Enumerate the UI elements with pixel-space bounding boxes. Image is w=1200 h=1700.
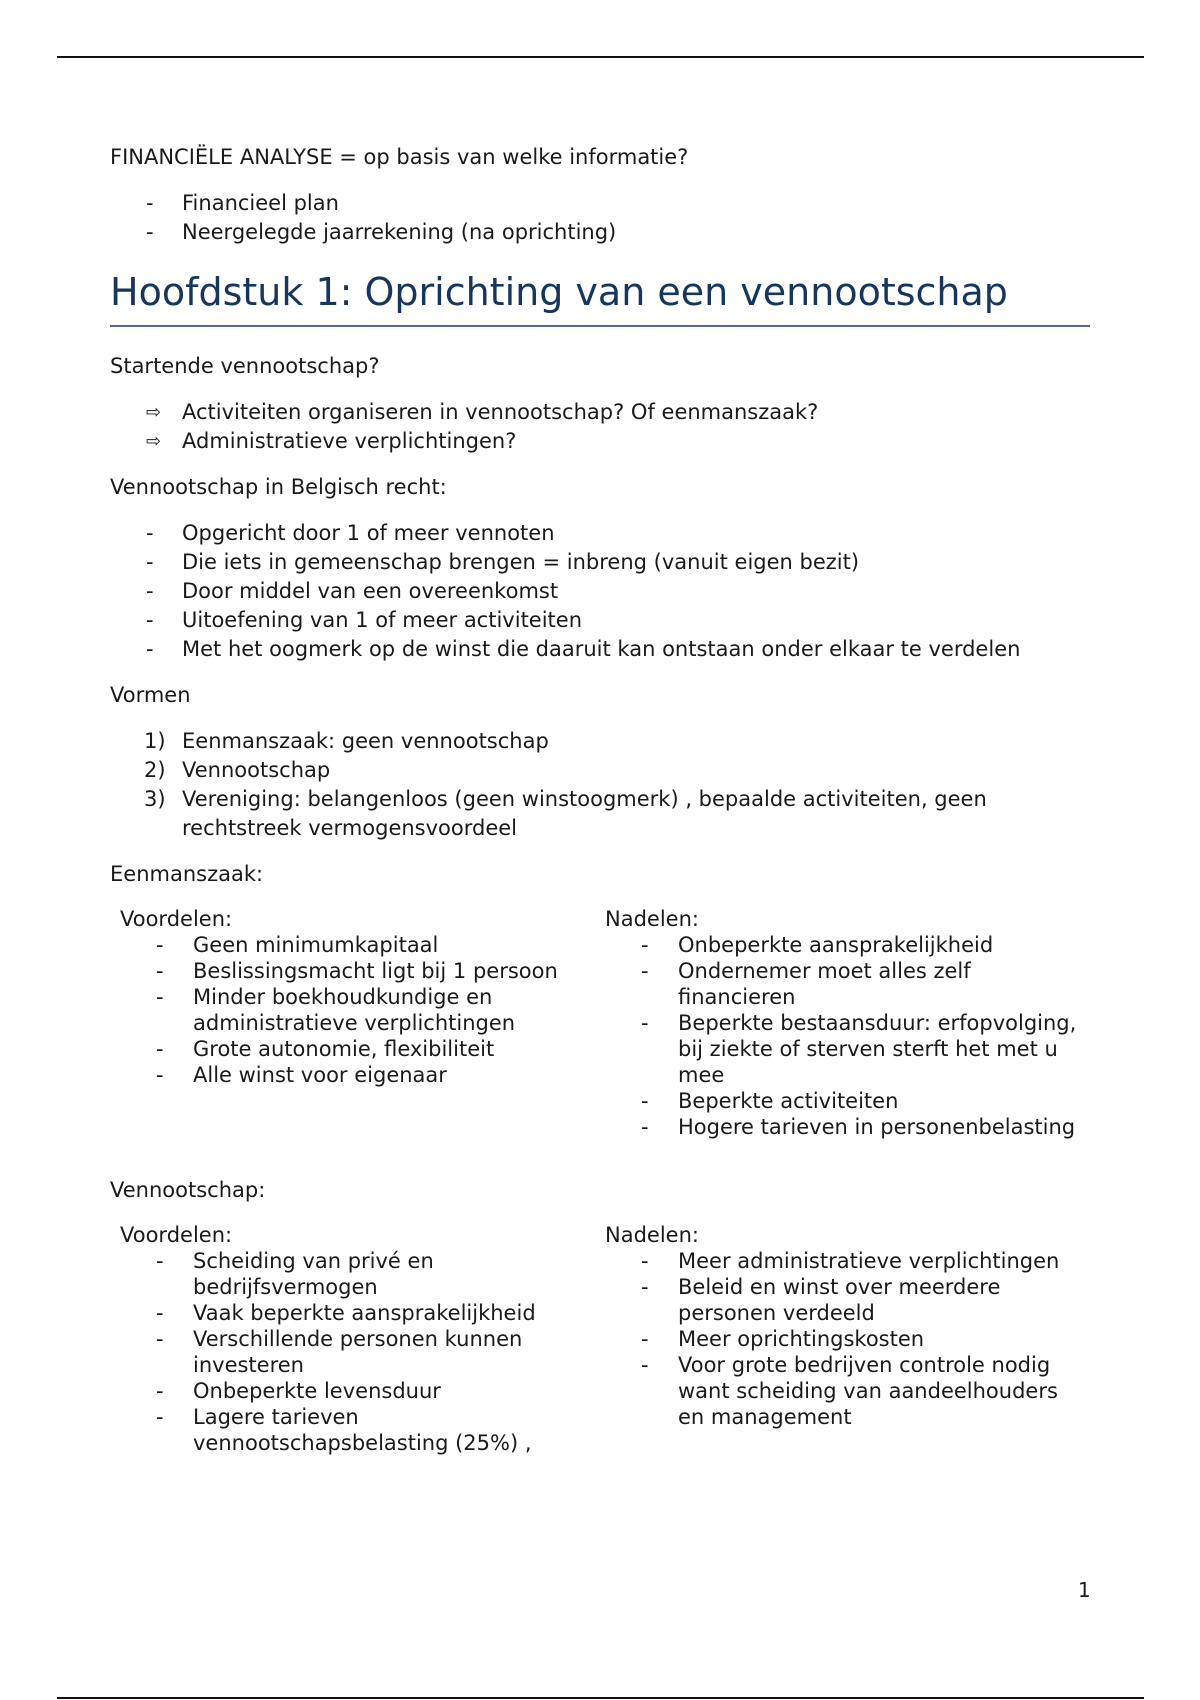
- list-item: ⇨ Activiteiten organiseren in vennootschap? Of eenmanszaak?: [110, 398, 1090, 427]
- belgian-law-heading: Vennootschap in Belgisch recht:: [110, 475, 447, 499]
- arrow-right-icon: ⇨: [146, 402, 162, 423]
- header-rule: [57, 56, 1144, 58]
- company-heading: Vennootschap:: [110, 1178, 266, 1202]
- advantages-column: [120, 906, 605, 1140]
- dash-bullet: -: [146, 579, 154, 603]
- intro-list: [110, 189, 1090, 247]
- footer-rule: [57, 1697, 1144, 1699]
- list-item: 3) Vereniging: belangenloos (geen winstoogmerk) , bepaalde activiteiten, geen rechtstreek vermogensvoordeel: [144, 787, 987, 840]
- sole-proprietorship-heading: Eenmanszaak:: [110, 862, 264, 886]
- intro-question: FINANCIËLE ANALYSE = op basis van welke informatie?: [110, 145, 689, 169]
- dash-bullet: -: [641, 1327, 649, 1351]
- disadvantages-column: [605, 1222, 1090, 1456]
- dash-bullet: -: [156, 1249, 164, 1273]
- company-table: [110, 1222, 1090, 1456]
- list-item: - Beperkte activiteiten: [641, 1089, 899, 1113]
- list-item: - Verschillende personen kunnen investeren: [156, 1327, 523, 1377]
- starting-question: Startende vennootschap?: [110, 354, 380, 378]
- list-number: 3): [144, 787, 166, 811]
- dash-bullet: -: [156, 1405, 164, 1429]
- list-item: - Door middel van een overeenkomst: [110, 577, 1090, 606]
- dash-bullet: -: [641, 1089, 649, 1113]
- document-body: [110, 143, 1090, 1456]
- forms-list: [110, 727, 1090, 843]
- list-item: - Beslissingsmacht ligt bij 1 persoon: [156, 959, 558, 983]
- page-number: 1: [1078, 1578, 1091, 1602]
- dash-bullet: -: [156, 985, 164, 1009]
- list-item: - Meer administratieve verplichtingen: [641, 1249, 1060, 1273]
- advantages-heading: Voordelen:: [120, 1223, 233, 1247]
- disadvantages-heading: Nadelen:: [605, 1223, 699, 1247]
- dash-bullet: -: [146, 220, 154, 244]
- list-item: - Meer oprichtingskosten: [641, 1327, 925, 1351]
- list-number: 1): [144, 729, 166, 753]
- list-item: 1) Eenmanszaak: geen vennootschap: [110, 727, 1090, 756]
- list-item: - Ondernemer moet alles zelf financieren: [641, 959, 971, 1009]
- list-item: - Neergelegde jaarrekening (na oprichting): [110, 218, 1090, 247]
- list-item: - Vaak beperkte aansprakelijkheid: [156, 1301, 536, 1325]
- starting-list: [110, 398, 1090, 456]
- list-item: - Beleid en winst over meerdere personen verdeeld: [641, 1275, 1001, 1325]
- list-item: - Die iets in gemeenschap brengen = inbreng (vanuit eigen bezit): [110, 548, 1090, 577]
- advantages-heading: Voordelen:: [120, 907, 233, 931]
- list-item: - Uitoefening van 1 of meer activiteiten: [110, 606, 1090, 635]
- dash-bullet: -: [156, 959, 164, 983]
- dash-bullet: -: [156, 1037, 164, 1061]
- list-item: - Financieel plan: [110, 189, 1090, 218]
- list-item: - Scheiding van privé en bedrijfsvermogen: [156, 1249, 434, 1299]
- list-item: - Minder boekhoudkundige en administratieve verplichtingen: [156, 985, 516, 1035]
- dash-bullet: -: [641, 933, 649, 957]
- forms-heading: Vormen: [110, 683, 191, 707]
- dash-bullet: -: [146, 608, 154, 632]
- advantages-column: [120, 1222, 605, 1456]
- dash-bullet: -: [146, 637, 154, 661]
- dash-bullet: -: [641, 1249, 649, 1273]
- sole-proprietorship-table: [110, 906, 1090, 1140]
- belgian-law-list: [110, 519, 1090, 664]
- list-item: - Opgericht door 1 of meer vennoten: [110, 519, 1090, 548]
- dash-bullet: -: [641, 1353, 649, 1377]
- list-item: - Beperkte bestaansduur: erfopvolging, bij ziekte of sterven sterft het met u mee: [641, 1011, 1077, 1087]
- list-item: - Geen minimumkapitaal: [156, 933, 439, 957]
- chapter-title: Hoofdstuk 1: Oprichting van een vennootschap: [110, 267, 1090, 327]
- list-item: - Alle winst voor eigenaar: [156, 1063, 447, 1087]
- disadvantages-column: [605, 906, 1090, 1140]
- dash-bullet: -: [146, 191, 154, 215]
- list-item: ⇨ Administratieve verplichtingen?: [110, 427, 1090, 456]
- dash-bullet: -: [641, 959, 649, 983]
- list-item: - Grote autonomie, flexibiliteit: [156, 1037, 495, 1061]
- dash-bullet: -: [641, 1115, 649, 1139]
- list-item: - Hogere tarieven in personenbelasting: [641, 1115, 1076, 1139]
- list-item: - Onbeperkte aansprakelijkheid: [641, 933, 994, 957]
- list-number: 2): [144, 758, 166, 782]
- dash-bullet: -: [156, 1327, 164, 1351]
- dash-bullet: -: [641, 1011, 649, 1035]
- dash-bullet: -: [641, 1275, 649, 1299]
- dash-bullet: -: [156, 1063, 164, 1087]
- dash-bullet: -: [156, 933, 164, 957]
- list-item: - Lagere tarieven vennootschapsbelasting (25%) ,: [156, 1405, 532, 1455]
- dash-bullet: -: [156, 1301, 164, 1325]
- disadvantages-heading: Nadelen:: [605, 907, 699, 931]
- dash-bullet: -: [156, 1379, 164, 1403]
- dash-bullet: -: [146, 521, 154, 545]
- list-item: - Voor grote bedrijven controle nodig want scheiding van aandeelhouders en management: [641, 1353, 1058, 1429]
- list-item: - Onbeperkte levensduur: [156, 1379, 441, 1403]
- list-item: - Met het oogmerk op de winst die daaruit kan ontstaan onder elkaar te verdelen: [110, 635, 1090, 664]
- dash-bullet: -: [146, 550, 154, 574]
- arrow-right-icon: ⇨: [146, 431, 162, 452]
- list-item: 2) Vennootschap: [110, 756, 1090, 785]
